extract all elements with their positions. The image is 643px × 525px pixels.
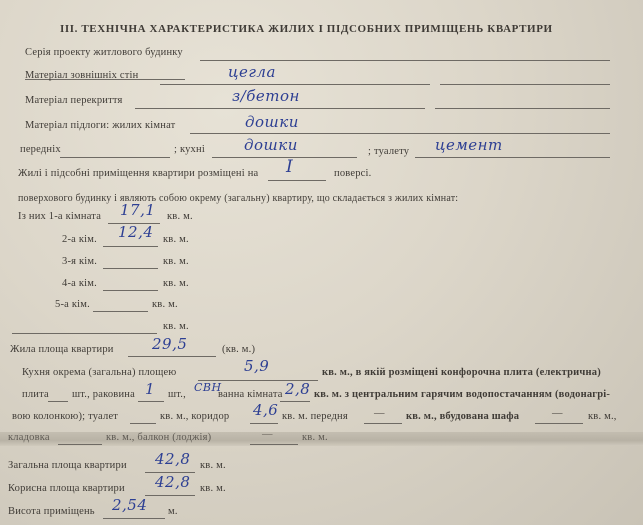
useful-area-line — [145, 495, 195, 496]
room4-label: 4-а кім. — [62, 278, 97, 289]
floor-material-label: Матеріал перекриття — [25, 95, 123, 106]
corridor-value: 4,6 — [253, 401, 279, 419]
floor-material-line-2 — [435, 108, 610, 109]
kitchen-value: 5,9 — [244, 357, 270, 375]
bathroom-mark: СВН — [194, 381, 222, 394]
toilet-area-line — [130, 423, 156, 424]
room4-unit: кв. м. — [163, 278, 189, 289]
room2-unit: кв. м. — [163, 234, 189, 245]
kitchens-label: ; кухні — [174, 144, 205, 155]
wall-material-label: Матеріал зовнішніх стін — [25, 70, 139, 81]
wardrobe-line — [535, 423, 583, 424]
floor-suffix: поверсі. — [334, 168, 372, 179]
project-series-line — [200, 60, 610, 61]
plate-line — [48, 401, 68, 402]
floor-material-line — [135, 108, 425, 109]
hallways-label: передніх — [20, 144, 61, 155]
floor-number-value: I — [286, 157, 294, 177]
hall-dash: — — [374, 408, 385, 419]
living-area-label: Жила площа квартири — [10, 344, 114, 355]
kitchen-label: Кухня окрема (загальна) площею — [22, 367, 177, 378]
wall-material-value: цегла — [228, 63, 276, 81]
sink-value: 1 — [145, 380, 156, 398]
room1-value: 17,1 — [120, 201, 156, 219]
room5-label: 5-а кім. — [55, 299, 90, 310]
wardrobe-label: кв. м., вбудована шафа — [406, 411, 520, 422]
bathroom-value: 2,8 — [285, 380, 311, 398]
balcony-dash: — — [262, 429, 273, 440]
floor-line2-label: поверхового будинку і являють собою окрему (загальну) квартиру, що складається з жилих кімнат: — [18, 193, 459, 204]
useful-area-label: Корисна площа квартири — [8, 483, 125, 494]
floor-line1-label: Жилі і підсобні приміщення квартири розміщені на — [18, 168, 259, 179]
balcony-unit: кв. м. — [302, 432, 328, 443]
bathroom-line — [280, 401, 310, 402]
flooring-label: Матеріал підлоги: жилих кімнат — [25, 120, 176, 131]
plate-unit: шт., раковина — [72, 389, 135, 400]
total-area-value: 42,8 — [155, 450, 191, 468]
room1-unit: кв. м. — [167, 211, 193, 222]
pantry-label: кладовка — [8, 432, 50, 443]
corridor-label: кв. м., коридор — [160, 411, 230, 422]
useful-area-value: 42,8 — [155, 473, 191, 491]
hall-label: кв. м. передня — [282, 411, 348, 422]
column-label: вою колонкою); туалет — [12, 411, 119, 422]
total-area-unit: кв. м. — [200, 460, 226, 471]
room5-unit: кв. м. — [152, 299, 178, 310]
hallways-line — [60, 157, 170, 158]
wall-material-line — [160, 84, 430, 85]
room2-line — [103, 246, 158, 247]
hall-line — [364, 423, 402, 424]
room2-value: 12,4 — [118, 223, 154, 241]
toilet-line — [415, 157, 610, 158]
room4-line — [103, 290, 158, 291]
toilet-label: ; туалету — [368, 146, 410, 157]
room6-unit: кв. м. — [163, 321, 189, 332]
room6-line — [12, 333, 157, 334]
height-line — [103, 518, 165, 519]
height-value: 2,54 — [112, 496, 148, 514]
kitchens-value: дошки — [244, 136, 298, 154]
living-area-value: 29,5 — [152, 335, 188, 353]
wall-material-line-2 — [440, 84, 610, 85]
living-area-line — [128, 356, 216, 357]
kitchen-suffix: кв. м., в якій розміщені конфорочна плита (електрична) — [322, 367, 601, 378]
height-unit: м. — [168, 506, 178, 517]
useful-area-unit: кв. м. — [200, 483, 226, 494]
floor-material-value: з/бетон — [232, 87, 300, 105]
room3-label: 3-я кім. — [62, 256, 98, 267]
project-series-label: Серія проекту житлового будинку — [25, 47, 183, 58]
room5-line — [93, 311, 148, 312]
balcony-label: кв. м., балкон (лоджія) — [106, 432, 212, 443]
room1-label: Із них 1-а кімната — [18, 211, 102, 222]
wardrobe-dash: — — [552, 408, 563, 419]
room3-line — [103, 268, 158, 269]
flooring-line — [190, 133, 610, 134]
kitchens-line — [212, 157, 357, 158]
sink-unit: шт., — [168, 389, 186, 400]
floor-number-line — [268, 180, 326, 181]
corridor-line — [250, 423, 278, 424]
balcony-line — [250, 444, 298, 445]
room3-unit: кв. м. — [163, 256, 189, 267]
sink-line — [138, 401, 164, 402]
pantry-line — [58, 444, 102, 445]
section-heading: III. ТЕХНІЧНА ХАРАКТЕРИСТИКА ЖИЛИХ І ПІДСОБНИХ ПРИМІЩЕНЬ КВАРТИРИ — [60, 23, 553, 35]
bathroom-suffix: кв. м. з центральним гарячим водопостачанням (водонагрі- — [314, 389, 611, 400]
bathroom-label: ванна кімната — [218, 389, 283, 400]
flooring-value: дошки — [245, 113, 299, 131]
living-area-unit: (кв. м.) — [222, 344, 256, 355]
room2-label: 2-а кім. — [62, 234, 97, 245]
plate-label: плита — [22, 389, 49, 400]
total-area-label: Загальна площа квартири — [8, 460, 127, 471]
toilet-value: цемент — [435, 136, 503, 154]
wardrobe-unit: кв. м., — [588, 411, 617, 422]
height-label: Висота приміщень — [8, 506, 95, 517]
